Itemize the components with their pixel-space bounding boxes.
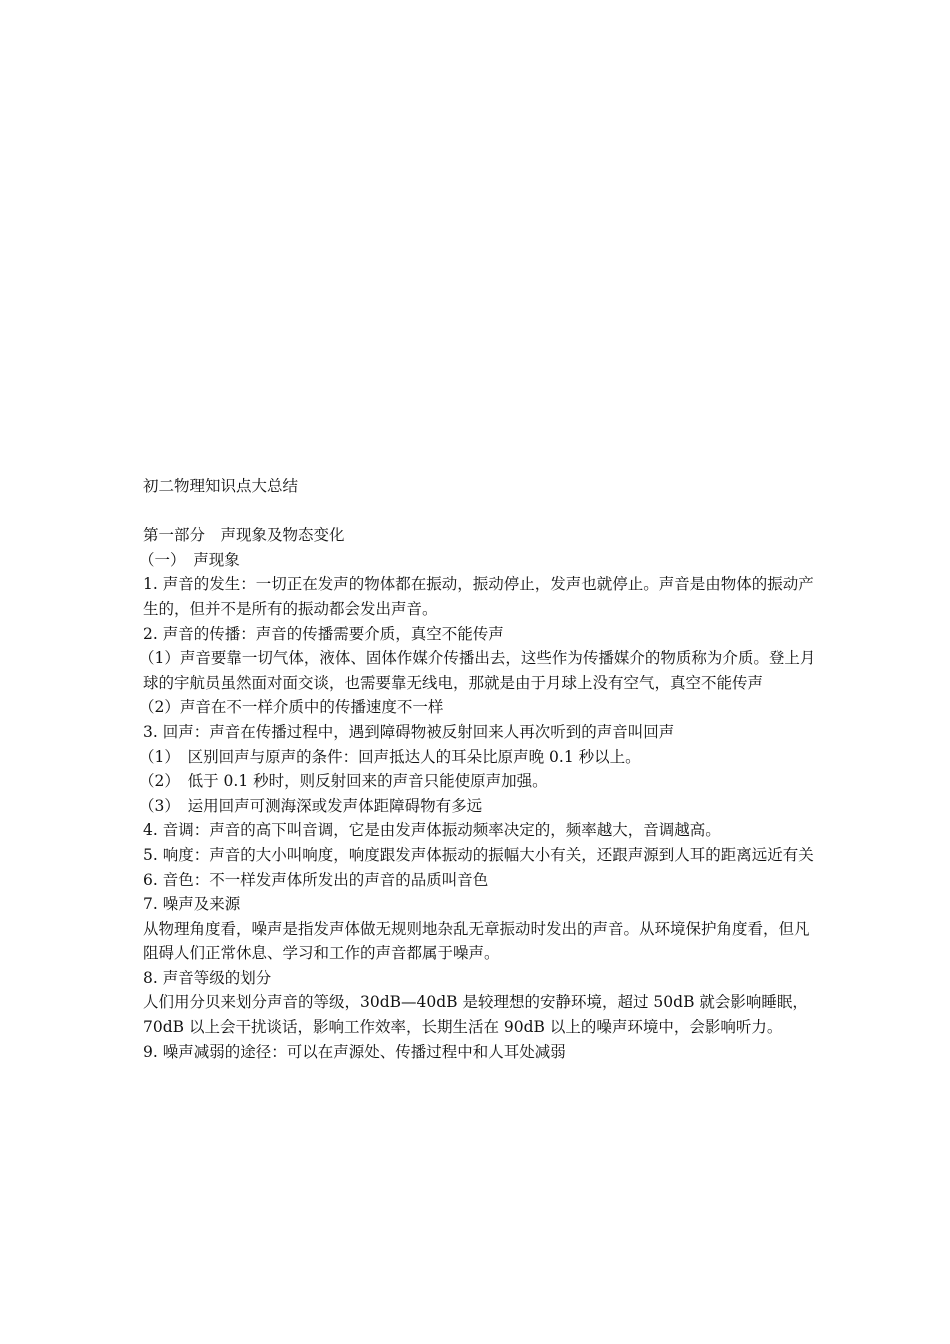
paragraph: 从物理角度看，噪声是指发声体做无规则地杂乱无章振动时发出的声音。从环境保护角度看，但凡阻碍人们正常休息、学习和工作的声音都属于噪声。 [143, 919, 810, 963]
paragraph: 4. 音调：声音的高下叫音调，它是由发声体振动频率决定的，频率越大，音调越高。 [143, 821, 721, 840]
part-heading: 第一部分 声现象及物态变化 [143, 526, 345, 545]
paragraph: 8. 声音等级的划分 [143, 968, 272, 987]
paragraph: 3. 回声：声音在传播过程中，遇到障碍物被反射回来人再次听到的声音叫回声 [143, 722, 675, 741]
paragraph: （2）声音在不一样介质中的传播速度不一样 [139, 698, 444, 717]
paragraph: 人们用分贝来划分声音的等级，30dB—40dB 是较理想的安静环境，超过 50dB 就会影响睡眠，70dB 以上会干扰谈话，影响工作效率，长期生活在 90dB 以上的噪声环境中，会影响听力。 [143, 993, 808, 1037]
paragraph: 7. 噪声及来源 [143, 895, 241, 914]
paragraph: （1） 区别回声与原声的条件：回声抵达人的耳朵比原声晚 0.1 秒以上。 [139, 747, 641, 766]
section-heading: （一） 声现象 [139, 550, 240, 569]
paragraph: （3） 运用回声可测海深或发声体距障碍物有多远 [139, 796, 483, 815]
document-body [139, 474, 823, 1064]
paragraph: 6. 音色：不一样发声体所发出的声音的品质叫音色 [143, 870, 489, 889]
paragraph: 2. 声音的传播：声音的传播需要介质，真空不能传声 [143, 624, 504, 643]
paragraph: 5. 响度：声音的大小叫响度，响度跟发声体振动的振幅大小有关，还跟声源到人耳的距离远近有关 [143, 845, 814, 864]
paragraph: （2） 低于 0.1 秒时，则反射回来的声音只能使原声加强。 [139, 772, 548, 791]
paragraph: 9. 噪声减弱的途径：可以在声源处、传播过程中和人耳处减弱 [143, 1042, 566, 1061]
paragraph: （1）声音要靠一切气体，液体、固体作媒介传播出去，这些作为传播媒介的物质称为介质。登上月球的宇航员虽然面对面交谈，也需要靠无线电，那就是由于月球上没有空气，真空不能传声 [139, 649, 816, 692]
document-title: 初二物理知识点大总结 [143, 477, 299, 495]
paragraph: 1. 声音的发生：一切正在发声的物体都在振动，振动停止，发声也就停止。声音是由物体的振动产生的，但并不是所有的振动都会发出声音。 [143, 575, 814, 618]
